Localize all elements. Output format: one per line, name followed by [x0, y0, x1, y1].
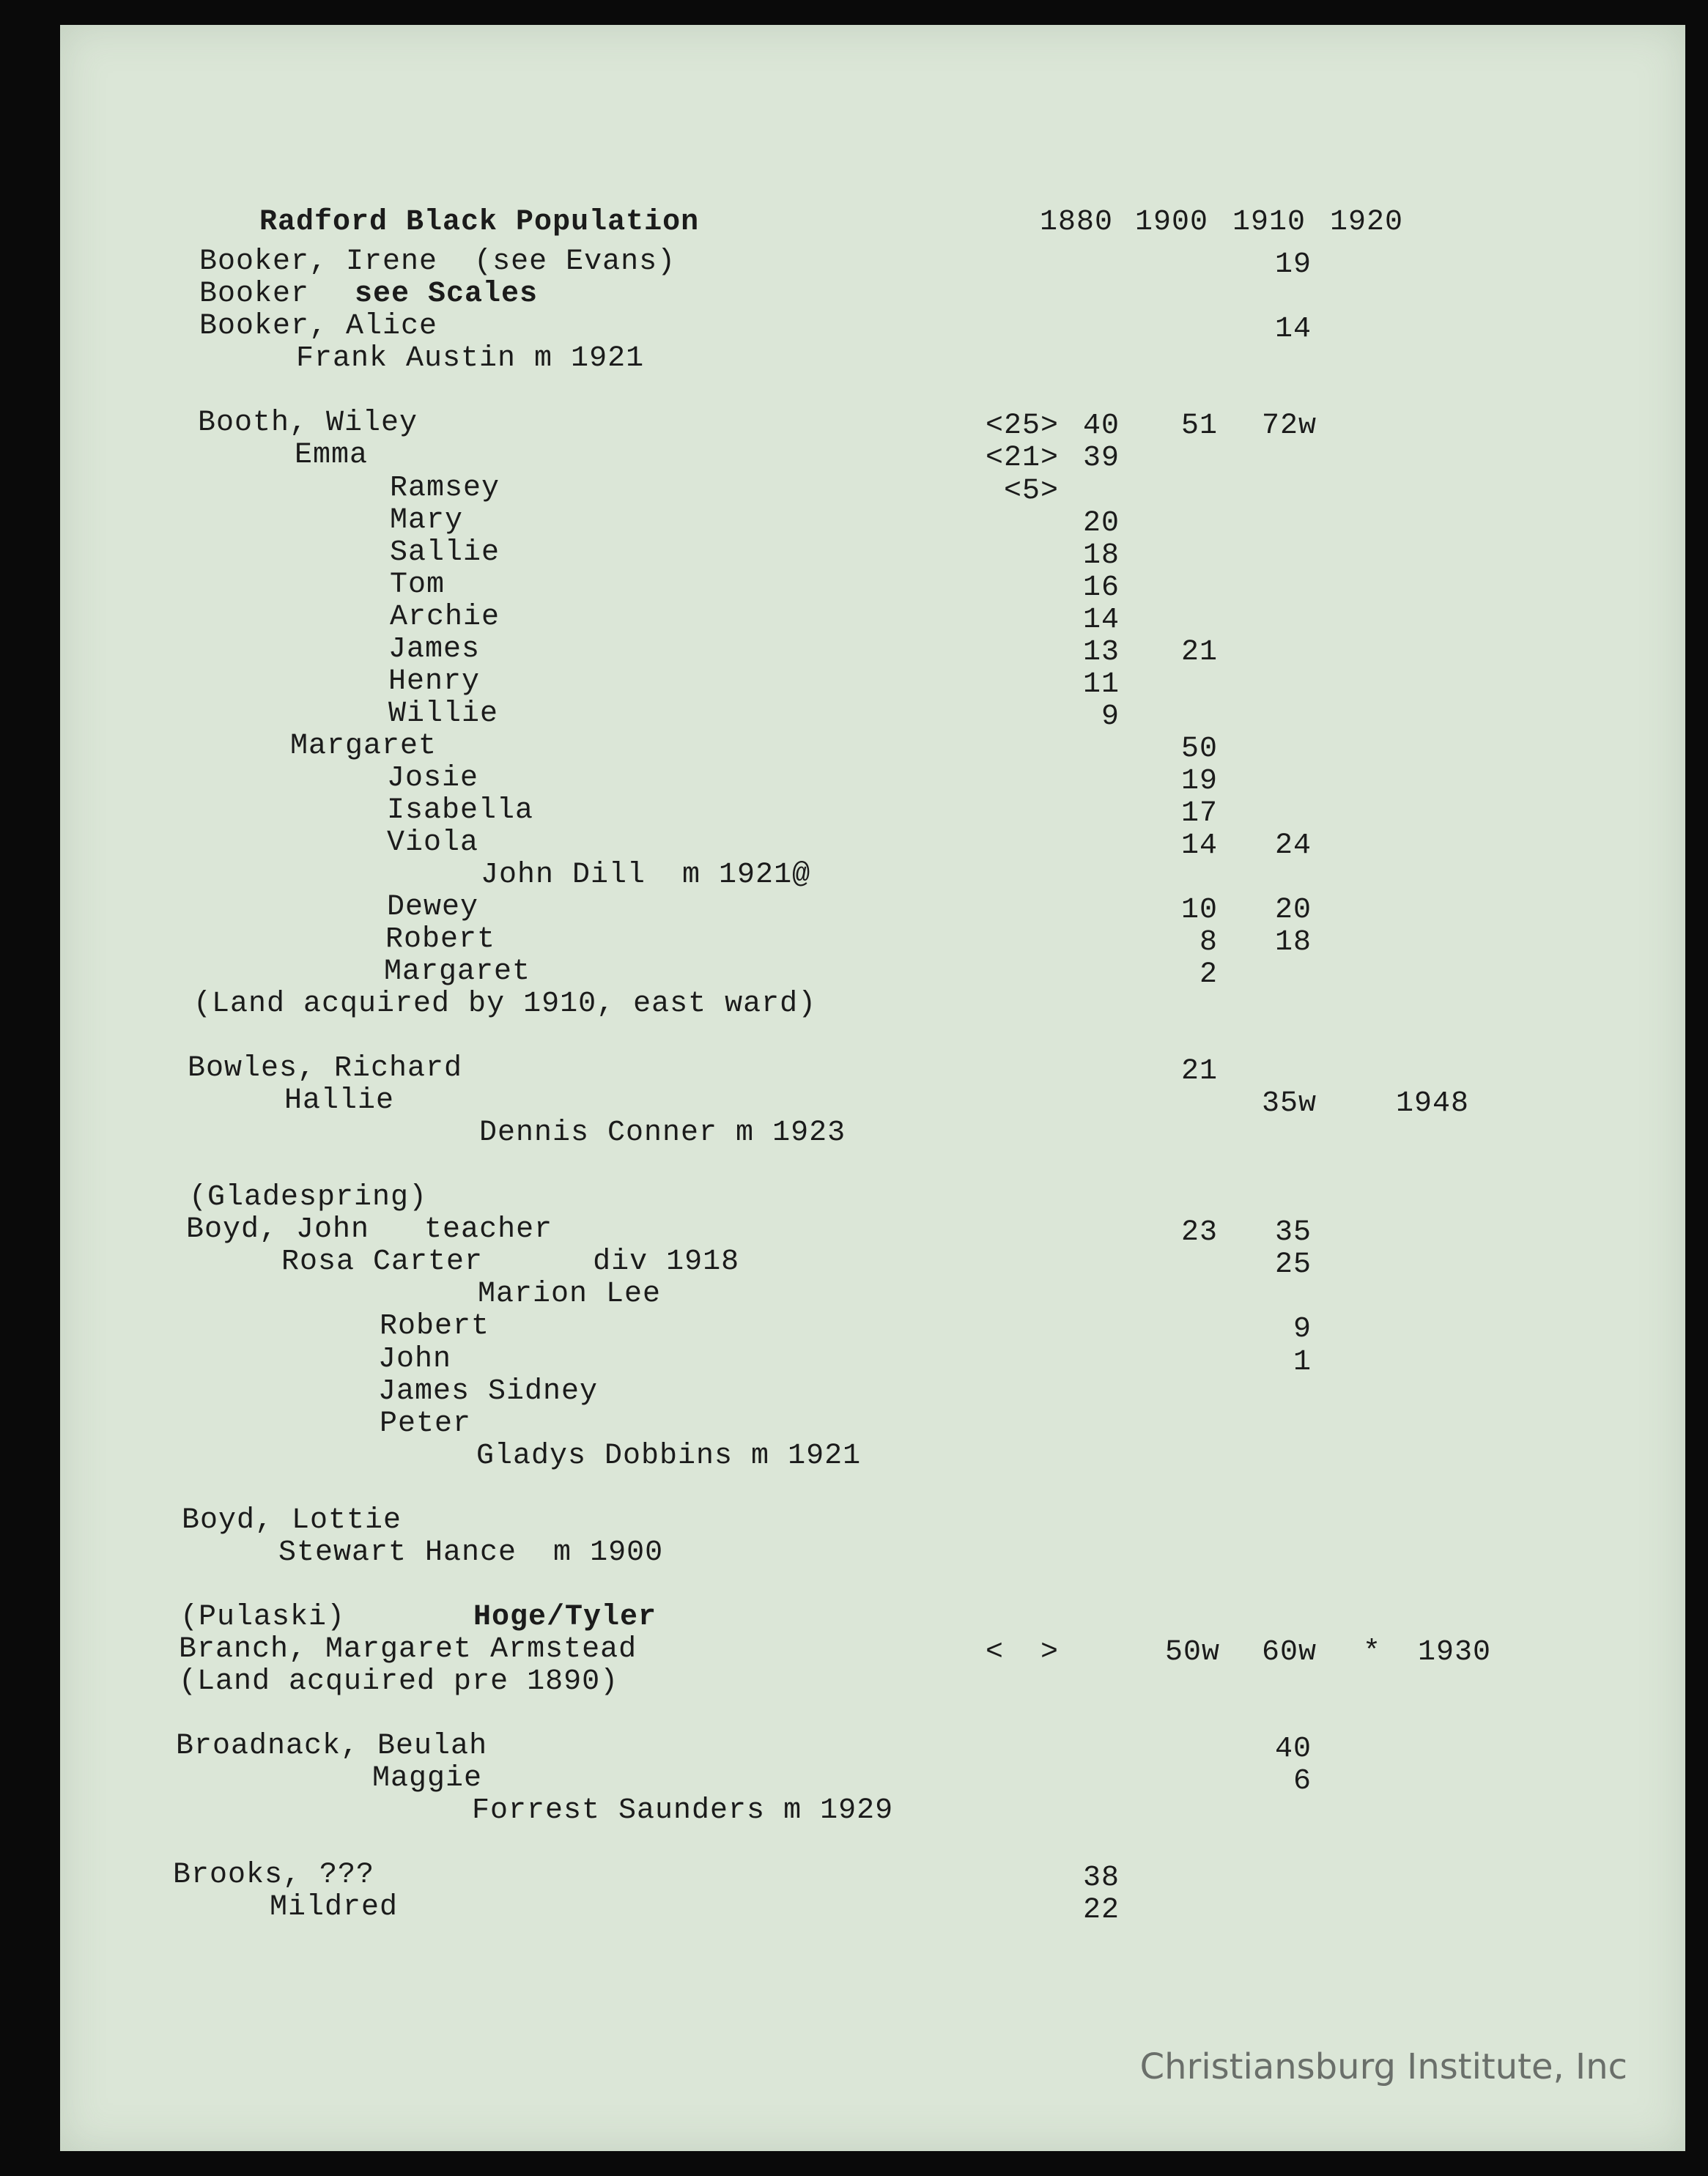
entry-name: Broadnack, Beulah [176, 1730, 488, 1763]
age-1920: 9 [1293, 1313, 1312, 1346]
age-1920: 6 [1293, 1765, 1312, 1798]
entry-bold-note: see Scales [355, 278, 539, 311]
entry-name: Brooks, ??? [173, 1859, 375, 1892]
age-1910: 8 [1199, 926, 1218, 959]
age-1920: 25 [1274, 1248, 1312, 1281]
entry-name: Isabella [387, 794, 534, 827]
entry-name: Peter [380, 1407, 472, 1440]
age-1920: 72w [1262, 410, 1317, 443]
entry-name: Marion Lee [478, 1278, 662, 1311]
age-1880: <5> [1003, 475, 1059, 508]
entry-bold-note: Hoge/Tyler [473, 1601, 657, 1634]
age-1910: 2 [1199, 958, 1218, 991]
age-1920: 1 [1293, 1346, 1312, 1379]
entry-name: Boyd, John teacher [186, 1213, 553, 1246]
entry-name: Boyd, Lottie [182, 1504, 402, 1537]
entry-name: Gladys Dobbins m 1921 [476, 1440, 862, 1473]
age-1910: 19 [1180, 765, 1218, 798]
entry-name: Bowles, Richard [188, 1052, 463, 1085]
age-1900: 18 [1082, 539, 1120, 572]
age-1900: 39 [1082, 442, 1120, 475]
entry-name: (Land acquired by 1910, east ward) [193, 988, 817, 1021]
entry-name: John [378, 1343, 452, 1376]
page-title: Radford Black Population [259, 206, 700, 239]
entry-name: Robert [380, 1310, 490, 1343]
entry-name: Booker, Alice [199, 310, 438, 343]
age-1900: 40 [1082, 410, 1120, 443]
year-header-1880: 1880 [1040, 206, 1114, 239]
entry-name: Dennis Conner m 1923 [479, 1117, 846, 1150]
age-1910: 10 [1180, 894, 1218, 927]
age-1900: 22 [1082, 1894, 1120, 1927]
age-1920: 18 [1274, 926, 1312, 959]
entry-name: Branch, Margaret Armstead [179, 1633, 637, 1666]
entry-name: Archie [390, 601, 500, 634]
entry-name: (Gladespring) [189, 1181, 428, 1214]
age-1920: 24 [1274, 829, 1312, 862]
entry-extra-note: * 1930 [1363, 1636, 1492, 1669]
entry-name: Henry [388, 665, 481, 698]
age-1880: <21> [985, 442, 1059, 475]
entry-name: Maggie [372, 1762, 483, 1795]
age-1910: 23 [1180, 1216, 1218, 1249]
entry-extra-note: 1948 [1396, 1087, 1470, 1120]
entry-name: Margaret [290, 730, 437, 763]
age-1910: 17 [1180, 797, 1218, 830]
entry-name: Ramsey [390, 472, 500, 505]
entry-name: Willie [388, 697, 499, 730]
entry-name: Booker, Irene (see Evans) [199, 245, 676, 278]
entry-name: Dewey [387, 891, 479, 924]
entry-name: James Sidney [378, 1375, 599, 1408]
entry-name: (Pulaski) [180, 1601, 346, 1634]
entry-name: Robert [385, 923, 496, 956]
age-1910: 51 [1180, 410, 1218, 443]
age-1900: 38 [1082, 1862, 1120, 1895]
age-1900: 16 [1082, 571, 1120, 604]
age-1920: 40 [1274, 1733, 1312, 1766]
year-header-1910: 1910 [1232, 206, 1306, 239]
age-1880: <25> [985, 410, 1059, 443]
entry-name: Mildred [270, 1891, 399, 1924]
age-1920: 35w [1262, 1087, 1317, 1120]
entry-name: Hallie [284, 1084, 395, 1117]
age-1880: < > [985, 1636, 1059, 1669]
entry-name: Margaret [384, 955, 531, 988]
entry-name: John Dill m 1921@ [481, 859, 811, 892]
entry-name: Forrest Saunders m 1929 [472, 1794, 894, 1827]
year-header-1900: 1900 [1135, 206, 1209, 239]
entry-name: Tom [390, 569, 446, 602]
age-1920: 14 [1274, 313, 1312, 346]
entry-name: James [388, 633, 481, 666]
age-1910: 14 [1180, 829, 1218, 862]
age-1900: 11 [1082, 668, 1120, 701]
entry-name: Emma [295, 439, 369, 472]
watermark: Christiansburg Institute, Inc [1139, 2046, 1627, 2087]
document-page [60, 25, 1685, 2151]
entry-name: Rosa Carter div 1918 [281, 1246, 740, 1278]
age-1900: 20 [1082, 507, 1120, 540]
age-1920: 19 [1274, 248, 1312, 281]
entry-name: Mary [390, 504, 464, 537]
entry-name: Viola [387, 826, 479, 859]
age-1900: 13 [1082, 636, 1120, 669]
age-1910: 50 [1180, 733, 1218, 766]
age-1900: 9 [1101, 700, 1120, 733]
entry-name: Stewart Hance m 1900 [278, 1536, 664, 1569]
entry-name: Booker [199, 278, 310, 311]
age-1910: 21 [1180, 636, 1218, 669]
age-1920: 20 [1274, 894, 1312, 927]
entry-name: Sallie [390, 536, 500, 569]
age-1920: 35 [1274, 1216, 1312, 1249]
year-header-1920: 1920 [1330, 206, 1404, 239]
entry-name: Frank Austin m 1921 [296, 342, 645, 375]
age-1910: 50w [1165, 1636, 1221, 1669]
age-1910: 21 [1180, 1055, 1218, 1088]
age-1920: 60w [1262, 1636, 1317, 1669]
entry-name: (Land acquired pre 1890) [179, 1665, 619, 1698]
entry-name: Booth, Wiley [198, 407, 418, 440]
entry-name: Josie [387, 762, 479, 795]
age-1900: 14 [1082, 604, 1120, 637]
